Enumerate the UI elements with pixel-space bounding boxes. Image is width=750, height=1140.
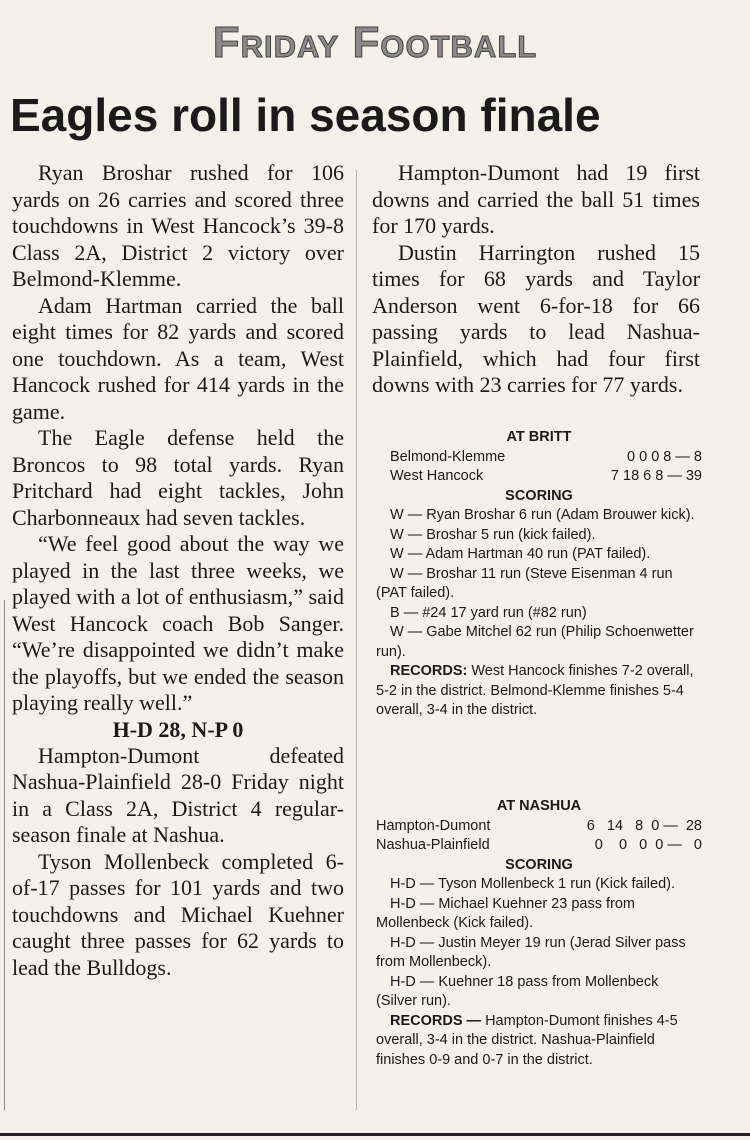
records-note	[376, 1012, 702, 1071]
column-rule	[356, 170, 357, 1110]
score-row	[376, 836, 702, 856]
boxscore-heading: AT NASHUA	[496, 798, 582, 814]
paragraph: Ryan Broshar rushed for 106 yards on 26 carries and scored three touchdowns in West Hancock’s 39-8 Class 2A, District 2 victory over Belmond-Klemme.	[12, 160, 344, 291]
records-text: West Hancock finishes 7-2 overall, 5-2 in the district. Belmond-Klemme finishes 5-4 overall, 3-4 in the district.	[376, 663, 694, 718]
paragraph: Hampton-Dumont had 19 first downs and carried the ball 51 times for 170 yards.	[372, 160, 700, 238]
scoring-play: W — Gabe Mitchel 62 run (Philip Schoenwetter run).	[376, 624, 694, 660]
game-subhead: H-D 28, N-P 0	[112, 716, 244, 742]
scoring-heading: SCORING	[505, 856, 573, 873]
nashua-boxscore	[376, 797, 702, 1070]
records-text: Hampton-Dumont finishes 4-5 overall, 3-4 in the district. Nashua-Plainfield finishes 0-9 and 0-7 in the district.	[376, 1012, 678, 1068]
records-label: RECORDS:	[390, 663, 468, 679]
records-note	[376, 662, 702, 721]
scoring-play: H-D — Kuehner 18 pass from Mollenbeck (Silver run).	[376, 973, 659, 1009]
line-score: 0 0 0 8 — 8	[627, 448, 702, 465]
scoring-play: B — #24 17 yard run (#82 run)	[390, 604, 587, 621]
team-name: Hampton-Dumont	[376, 817, 491, 834]
line-score: 6 14 8 0 — 28	[586, 817, 702, 834]
section-kicker: Friday Football	[212, 18, 538, 67]
team-name: Belmond-Klemme	[390, 448, 506, 465]
bottom-rule	[0, 1133, 750, 1136]
paragraph: Tyson Mollenbeck completed 6-of-17 passes for 101 yards and two touchdowns and Michael Kuehner caught three passes for 62 yards to lead the Bulldogs.	[12, 848, 344, 980]
paragraph: “We feel good about the way we played in the last three weeks, we played with a lot of enthusiasm,” said West Hancock coach Bob Sanger. “We’re disappointed we didn’t make the playoffs, but we ended the season playing really well.”	[12, 531, 344, 715]
scoring-play: H-D — Justin Meyer 19 run (Jerad Silver pass from Mollenbeck).	[376, 934, 686, 970]
scoring-play: H-D — Michael Kuehner 23 pass from Mollenbeck (Kick failed).	[376, 895, 635, 931]
paragraph: Hampton-Dumont defeated Nashua-Plainfield 28-0 Friday night in a Class 2A, District 4 regular-season finale at Nashua.	[12, 742, 344, 847]
team-name: West Hancock	[390, 468, 484, 484]
left-margin-rule	[4, 600, 5, 1110]
scoring-play: W — Broshar 5 run (kick failed).	[390, 526, 596, 543]
line-score: 7 18 6 8 — 39	[610, 468, 702, 484]
score-row	[376, 448, 702, 468]
headline: Eagles roll in season finale	[10, 89, 601, 141]
scoring-play: W — Ryan Broshar 6 run (Adam Brouwer kick).	[390, 507, 695, 523]
line-score: 0 0 0 0 — 0	[594, 837, 702, 853]
story-column-2	[372, 160, 700, 399]
team-name: Nashua-Plainfield	[376, 837, 490, 853]
scoring-play: H-D — Tyson Mollenbeck 1 run (Kick failed).	[390, 876, 676, 892]
paragraph: The Eagle defense held the Broncos to 98 total yards. Ryan Pritchard had eight tackles, John Charbonneaux had seven tackles.	[12, 425, 344, 530]
score-row	[376, 467, 702, 487]
score-row	[376, 817, 702, 837]
britt-boxscore	[376, 428, 702, 721]
scoring-play: W — Broshar 11 run (Steve Eisenman 4 run (PAT failed).	[376, 565, 673, 601]
records-label: RECORDS —	[390, 1012, 482, 1029]
scoring-heading: SCORING	[505, 487, 573, 504]
paragraph: Adam Hartman carried the ball eight times for 82 yards and scored one touchdown. As a team, West Hancock rushed for 414 yards in the game.	[12, 292, 344, 424]
story-column-1	[12, 160, 344, 981]
boxscore-heading: AT BRITT	[506, 429, 572, 445]
scoring-play: W — Adam Hartman 40 run (PAT failed).	[390, 546, 651, 562]
paragraph: Dustin Harrington rushed 15 times for 68 yards and Taylor Anderson went 6-for-18 for 66 passing yards to lead Nashua-Plainfield, which had four first downs with 23 carries for 77 yards.	[372, 239, 700, 397]
